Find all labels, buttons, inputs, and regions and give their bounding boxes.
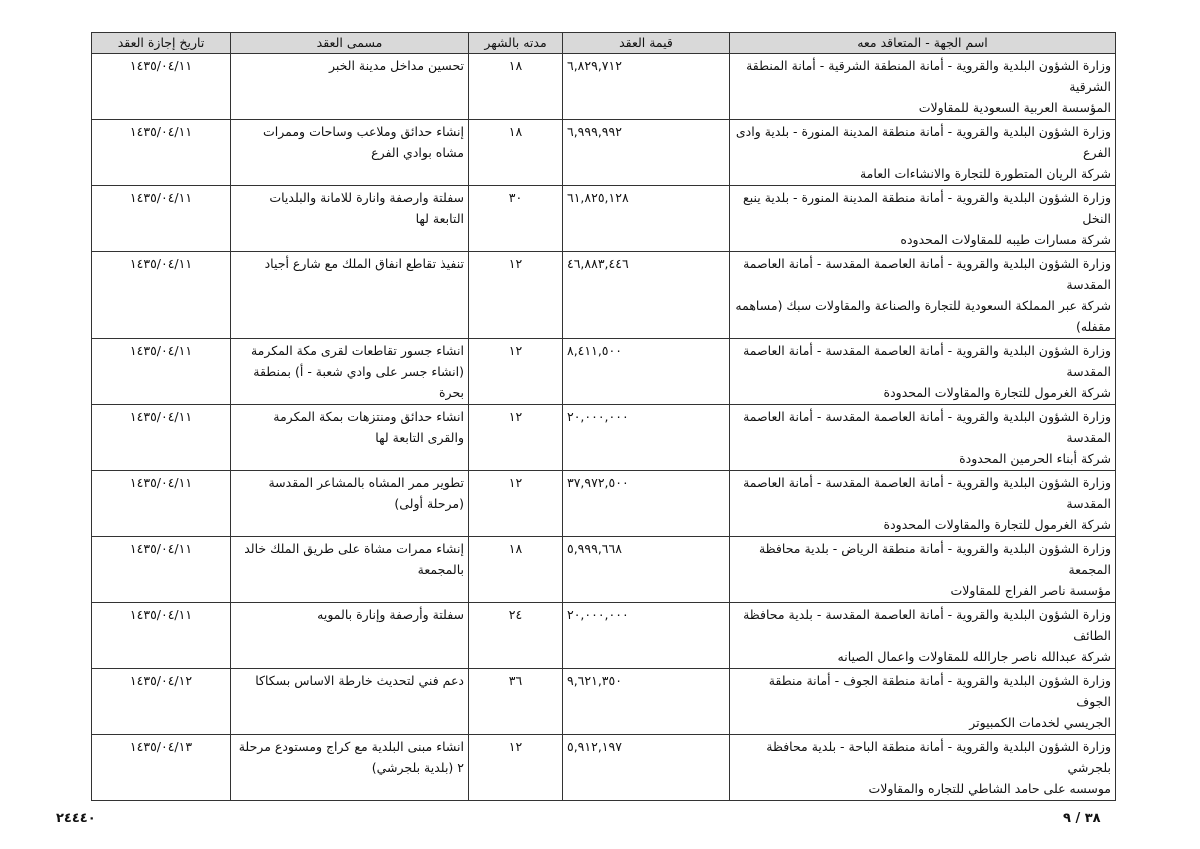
date-cell: ١٤٣٥/٠٤/١١ (92, 339, 231, 405)
title-cell: انشاء جسور تقاطعات لقرى مكة المكرمة (انشاء جسر على وادي شعبة - أ) بمنطقة بحرة (231, 339, 469, 405)
contractor-name: مؤسسة ناصر الفراج للمقاولات (950, 583, 1111, 598)
title-cell: سفلتة وأرصفة وإنارة بالمويه (231, 603, 469, 669)
date-cell: ١٤٣٥/٠٤/١٣ (92, 735, 231, 801)
months-cell: ١٨ (469, 54, 563, 120)
party-cell (730, 252, 1116, 339)
party-name: وزارة الشؤون البلدية والقروية - أمانة منطقة المدينة المنورة - بلدية ينبع النخل (743, 190, 1111, 226)
title-cell: تطوير ممر المشاه بالمشاعر المقدسة (مرحلة أولى) (231, 471, 469, 537)
date-cell: ١٤٣٥/٠٤/١١ (92, 54, 231, 120)
months-cell: ١٢ (469, 339, 563, 405)
contractor-name: شركة عبدالله ناصر جارالله للمقاولات واعمال الصيانه (837, 649, 1111, 664)
party-name: وزارة الشؤون البلدية والقروية - أمانة منطقة المدينة المنورة - بلدية وادى الفرع (735, 124, 1111, 160)
date-cell: ١٤٣٥/٠٤/١١ (92, 537, 231, 603)
party-name: وزارة الشؤون البلدية والقروية - أمانة العاصمة المقدسة - بلدية محافظة الطائف (743, 607, 1111, 643)
date-cell: ١٤٣٥/٠٤/١١ (92, 603, 231, 669)
party-cell (730, 186, 1116, 252)
party-cell (730, 471, 1116, 537)
table-row (92, 186, 1116, 252)
party-cell (730, 603, 1116, 669)
value-cell: ٥,٩٩٩,٦٦٨ (563, 537, 730, 603)
title-cell: تحسين مداخل مدينة الخبر (231, 54, 469, 120)
header-title: مسمى العقد (231, 33, 469, 54)
party-name: وزارة الشؤون البلدية والقروية - أمانة العاصمة المقدسة - أمانة العاصمة المقدسة (743, 256, 1111, 292)
table-row (92, 405, 1116, 471)
party-name: وزارة الشؤون البلدية والقروية - أمانة العاصمة المقدسة - أمانة العاصمة المقدسة (743, 343, 1111, 379)
party-name: وزارة الشؤون البلدية والقروية - أمانة منطقة الباحة - بلدية محافظة بلجرشي (766, 739, 1111, 775)
title-cell: إنشاء حدائق وملاعب وساحات وممرات مشاه بوادي الفرع (231, 120, 469, 186)
date-cell: ١٤٣٥/٠٤/١١ (92, 405, 231, 471)
party-name: وزارة الشؤون البلدية والقروية - أمانة منطقة الرياض - بلدية محافظة المجمعة (758, 541, 1111, 577)
value-cell: ٢٠,٠٠٠,٠٠٠ (563, 603, 730, 669)
table-row (92, 120, 1116, 186)
party-cell (730, 54, 1116, 120)
contractor-name: المؤسسة العربية السعودية للمقاولات (918, 100, 1111, 115)
date-cell: ١٤٣٥/٠٤/١١ (92, 252, 231, 339)
header-party: اسم الجهة - المتعاقد معه (730, 33, 1116, 54)
party-cell (730, 339, 1116, 405)
table-row (92, 339, 1116, 405)
header-row (92, 33, 1116, 54)
title-cell: سفلتة وارصفة وانارة للامانة والبلديات التابعة لها (231, 186, 469, 252)
contractor-name: موسسه على حامد الشاطي للتجاره والمقاولات (868, 781, 1111, 796)
title-cell: تنفيذ تقاطع انفاق الملك مع شارع أجياد (231, 252, 469, 339)
months-cell: ٣٠ (469, 186, 563, 252)
months-cell: ١٢ (469, 252, 563, 339)
party-name: وزارة الشؤون البلدية والقروية - أمانة العاصمة المقدسة - أمانة العاصمة المقدسة (743, 475, 1111, 511)
header-date: تاريخ إجازة العقد (92, 33, 231, 54)
party-cell (730, 537, 1116, 603)
table-row (92, 669, 1116, 735)
table-row (92, 252, 1116, 339)
party-cell (730, 120, 1116, 186)
title-cell: دعم فني لتحديث خارطة الاساس بسكاكا (231, 669, 469, 735)
contractor-name: شركة الغرمول للتجارة والمقاولات المحدودة (883, 517, 1111, 532)
contractor-name: الجريسي لخدمات الكمبيوتر (969, 715, 1111, 730)
date-cell: ١٤٣٥/٠٤/١١ (92, 120, 231, 186)
date-cell: ١٤٣٥/٠٤/١٢ (92, 669, 231, 735)
contractor-name: شركة الغرمول للتجارة والمقاولات المحدودة (883, 385, 1111, 400)
table-body (92, 54, 1116, 801)
months-cell: ١٢ (469, 471, 563, 537)
title-cell: انشاء مبنى البلدية مع كراج ومستودع مرحلة ٢ (بلدية بلجرشي) (231, 735, 469, 801)
value-cell: ٥,٩١٢,١٩٧ (563, 735, 730, 801)
party-name: وزارة الشؤون البلدية والقروية - أمانة العاصمة المقدسة - أمانة العاصمة المقدسة (743, 409, 1111, 445)
party-cell (730, 735, 1116, 801)
page-number: ٣٨ / ٩ (1063, 811, 1101, 826)
party-cell (730, 669, 1116, 735)
value-cell: ٩,٦٢١,٣٥٠ (563, 669, 730, 735)
header-value: قيمة العقد (563, 33, 730, 54)
months-cell: ١٨ (469, 120, 563, 186)
table-row (92, 735, 1116, 801)
date-cell: ١٤٣٥/٠٤/١١ (92, 186, 231, 252)
party-name: وزارة الشؤون البلدية والقروية - أمانة منطقة الجوف - أمانة منطقة الجوف (768, 673, 1111, 709)
table-row (92, 54, 1116, 120)
contracts-table (91, 32, 1116, 801)
months-cell: ١٢ (469, 405, 563, 471)
months-cell: ٣٦ (469, 669, 563, 735)
value-cell: ٣٧,٩٧٢,٥٠٠ (563, 471, 730, 537)
document-number: ٢٤٤٤٠ (56, 811, 96, 826)
value-cell: ٨,٤١١,٥٠٠ (563, 339, 730, 405)
title-cell: إنشاء ممرات مشاة على طريق الملك خالد بالمجمعة (231, 537, 469, 603)
value-cell: ٦,٩٩٩,٩٩٢ (563, 120, 730, 186)
date-cell: ١٤٣٥/٠٤/١١ (92, 471, 231, 537)
table-row (92, 603, 1116, 669)
contractor-name: شركة عبر المملكة السعودية للتجارة والصناعة والمقاولات سبك (مساهمه مقفله) (735, 298, 1111, 334)
party-name: وزارة الشؤون البلدية والقروية - أمانة المنطقة الشرقية - أمانة المنطقة الشرقية (746, 58, 1111, 94)
contractor-name: شركة الريان المتطورة للتجارة والانشاءات العامة (859, 166, 1111, 181)
title-cell: انشاء حدائق ومنتزهات بمكة المكرمة والقرى التابعة لها (231, 405, 469, 471)
months-cell: ١٢ (469, 735, 563, 801)
party-cell (730, 405, 1116, 471)
table-row (92, 537, 1116, 603)
table-row (92, 471, 1116, 537)
header-months: مدته بالشهر (469, 33, 563, 54)
value-cell: ٦,٨٢٩,٧١٢ (563, 54, 730, 120)
contractor-name: شركة أبناء الحرمين المحدودة (959, 451, 1111, 466)
value-cell: ٢٠,٠٠٠,٠٠٠ (563, 405, 730, 471)
value-cell: ٤٦,٨٨٣,٤٤٦ (563, 252, 730, 339)
months-cell: ٢٤ (469, 603, 563, 669)
contractor-name: شركة مسارات طيبه للمقاولات المحدوده (900, 232, 1111, 247)
value-cell: ٦١,٨٢٥,١٢٨ (563, 186, 730, 252)
months-cell: ١٨ (469, 537, 563, 603)
